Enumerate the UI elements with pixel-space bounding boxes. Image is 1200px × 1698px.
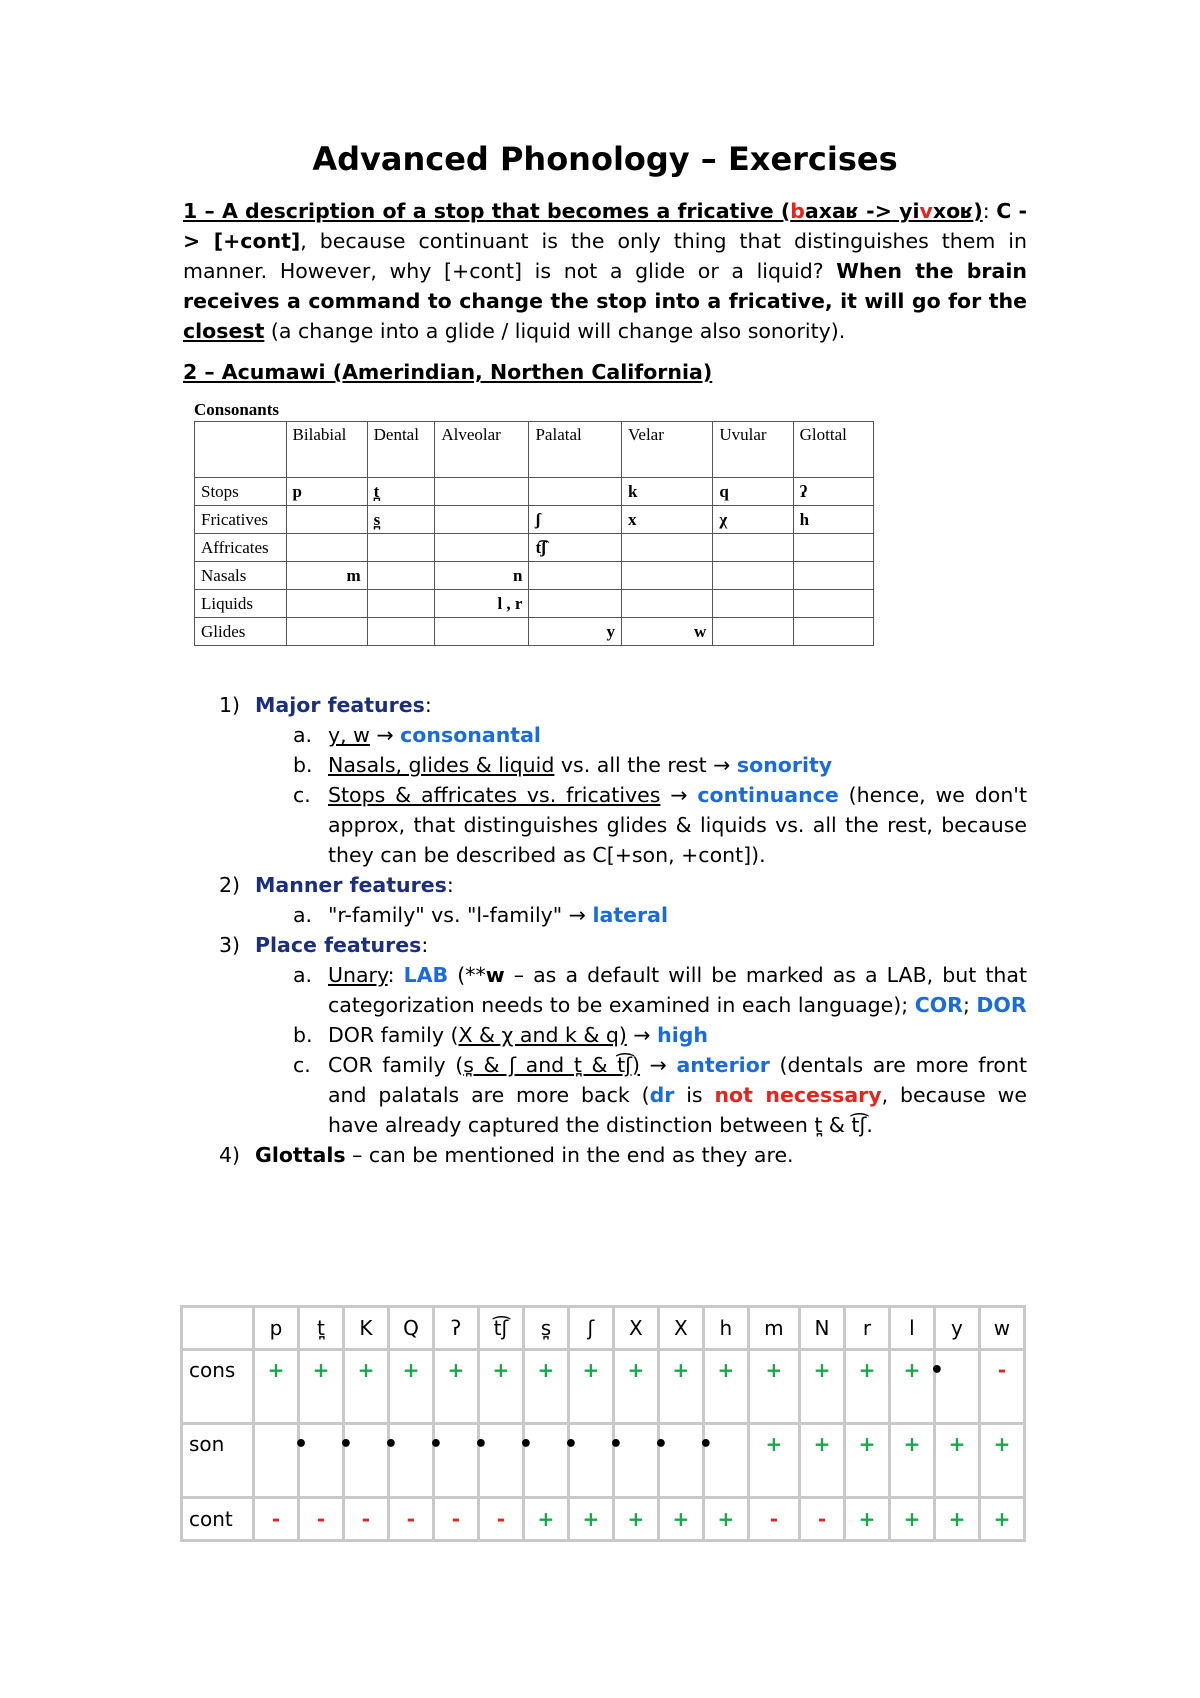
cont-value-cell	[800, 1498, 845, 1541]
son-value-cell	[800, 1424, 845, 1498]
son-value: •	[653, 1432, 668, 1457]
list-item: a. "r-family" vs. "l-family" → lateral	[293, 903, 668, 927]
son-value-cell	[844, 1424, 889, 1498]
col-header: Bilabial	[286, 422, 367, 478]
cons-value-cell	[800, 1350, 845, 1424]
cont-value-cell	[934, 1498, 979, 1541]
cont-value-cell	[254, 1498, 299, 1541]
cons-value-cell	[748, 1350, 799, 1424]
cont-value-cell	[298, 1498, 343, 1541]
segment-cell: Q	[388, 1307, 433, 1350]
rule: C -> [+cont]	[183, 199, 1027, 253]
col-header: Velar	[622, 422, 713, 478]
cont-value-cell	[343, 1498, 388, 1541]
segment-header-row	[182, 1307, 1025, 1350]
cons-value: +	[267, 1358, 285, 1382]
segment-cell: r	[844, 1307, 889, 1350]
cons-value-cell	[929, 1350, 979, 1424]
cont-row	[182, 1498, 1025, 1541]
cons-value-cell	[658, 1350, 703, 1424]
cons-value: +	[858, 1358, 876, 1382]
cont-value-cell	[844, 1498, 889, 1541]
son-value-cell	[889, 1424, 934, 1498]
row-label: Affricates	[195, 534, 287, 562]
cons-value-cell	[844, 1350, 889, 1424]
feature-outline	[183, 690, 1027, 1170]
cons-value: -	[997, 1358, 1007, 1382]
list-item: c. Stops & affricates vs. fricatives → continuance (hence, we don't approx, that distinguishes glides & liquids vs. all the rest, because they can be described as C[+son, +cont]).	[293, 783, 1027, 867]
segment-cell: s̪	[523, 1307, 568, 1350]
son-value-cell	[563, 1424, 613, 1498]
segment-cell: X	[658, 1307, 703, 1350]
cont-value: +	[903, 1507, 921, 1531]
cons-value-cell	[433, 1350, 478, 1424]
cons-value: +	[312, 1358, 330, 1382]
cont-value: -	[451, 1507, 461, 1531]
cont-value: +	[858, 1507, 876, 1531]
son-value-cell	[428, 1424, 478, 1498]
row-label: Glides	[195, 618, 287, 646]
son-value-cell	[254, 1424, 299, 1498]
page-title: Advanced Phonology – Exercises	[312, 140, 898, 178]
son-value: +	[948, 1432, 966, 1456]
col-header: Uvular	[713, 422, 793, 478]
son-value: •	[428, 1432, 443, 1457]
cont-value: -	[817, 1507, 827, 1531]
son-row	[182, 1424, 1025, 1498]
son-value: •	[473, 1432, 488, 1457]
cons-value: +	[765, 1358, 783, 1382]
cons-value: +	[627, 1358, 645, 1382]
list-item: 3) Place features:	[219, 933, 429, 957]
col-header: Glottal	[793, 422, 873, 478]
cons-value-cell	[388, 1350, 433, 1424]
son-value-cell	[653, 1424, 703, 1498]
cons-value: •	[929, 1358, 944, 1383]
cons-value-cell	[478, 1350, 523, 1424]
cont-value: -	[496, 1507, 506, 1531]
son-value-cell	[473, 1424, 523, 1498]
cons-value: +	[582, 1358, 600, 1382]
row-label: Fricatives	[195, 506, 287, 534]
cont-value-cell	[568, 1498, 613, 1541]
son-value-cell	[934, 1424, 979, 1498]
son-value-cell	[698, 1424, 748, 1498]
son-value: +	[765, 1432, 783, 1456]
cons-value-cell	[613, 1350, 658, 1424]
cont-value: -	[769, 1507, 779, 1531]
cons-value: +	[402, 1358, 420, 1382]
son-value: +	[993, 1432, 1011, 1456]
cons-value: +	[447, 1358, 465, 1382]
son-value: +	[858, 1432, 876, 1456]
cons-value-cell	[568, 1350, 613, 1424]
cont-value-cell	[979, 1498, 1024, 1541]
col-header: Palatal	[529, 422, 622, 478]
son-value: •	[698, 1432, 713, 1457]
cons-value: +	[717, 1358, 735, 1382]
cont-value-cell	[889, 1498, 934, 1541]
list-item: 2) Manner features:	[219, 873, 454, 897]
consonant-chart-title: Consonants	[194, 400, 280, 419]
cont-value: +	[582, 1507, 600, 1531]
list-item: b. Nasals, glides & liquid vs. all the rest → sonority	[293, 753, 833, 777]
cons-value-cell	[979, 1350, 1024, 1424]
segment-cell: w	[979, 1307, 1024, 1350]
section-1-paragraph: 1 – A description of a stop that becomes a fricative (baxaʁ -> yivxoʁ): C -> [+cont], because continuant is the only thing that distinguishes them in manner. However, why [+cont] is not a glide or a liquid? When the brain receives a command to change the stop into a fricative, it will go for the closest (a change into a glide / liquid will change also sonority).	[183, 199, 1027, 343]
cons-value-cell	[889, 1350, 934, 1424]
cons-value: +	[357, 1358, 375, 1382]
segment-cell: t̪	[298, 1307, 343, 1350]
cont-value: +	[537, 1507, 555, 1531]
cons-value-cell	[343, 1350, 388, 1424]
segment-cell: ʃ	[568, 1307, 613, 1350]
cons-row	[182, 1350, 1025, 1424]
cont-value: +	[627, 1507, 645, 1531]
cont-value: +	[717, 1507, 735, 1531]
row-label: Liquids	[195, 590, 287, 618]
son-value: +	[903, 1432, 921, 1456]
cons-value-cell	[254, 1350, 299, 1424]
cont-value: +	[948, 1507, 966, 1531]
cons-value: +	[672, 1358, 690, 1382]
son-value-cell	[608, 1424, 658, 1498]
son-value: •	[563, 1432, 578, 1457]
cons-value-cell	[298, 1350, 343, 1424]
list-item: a. Unary: LAB (**w – as a default will be marked as a LAB, but that categorization needs to be examined in each language); COR; DOR	[293, 963, 1027, 1017]
row-label: cons	[182, 1350, 254, 1424]
section-1-heading: 1 – A description of a stop that becomes a fricative (baxaʁ -> yivxoʁ)	[183, 199, 983, 223]
son-value: +	[813, 1432, 831, 1456]
row-label: Stops	[195, 478, 287, 506]
cont-value: -	[271, 1507, 281, 1531]
son-value-cell	[383, 1424, 433, 1498]
consonant-table: Bilabial Dental Alveolar Palatal Velar Uvular Glottal Stops p t̪ k q ʔ Fricatives s̪ ʃ x χ h Affricates t͡ʃ Nasals m n Liquids l , r Glides y w	[194, 421, 874, 646]
list-item: c. COR family (s̪ & ʃ and t̪ & t͡ʃ) → anterior (dentals are more front and palatals are more back (dr is not necessary, because we have already captured the distinction between t̪ & t͡ʃ.	[293, 1053, 1028, 1137]
cont-value-cell	[748, 1498, 799, 1541]
cons-value-cell	[703, 1350, 748, 1424]
son-value-cell	[293, 1424, 343, 1498]
son-value-cell	[748, 1424, 799, 1498]
feature-matrix-table	[180, 1305, 1026, 1542]
list-item: 4) Glottals – can be mentioned in the end as they are.	[219, 1143, 794, 1167]
cont-value-cell	[703, 1498, 748, 1541]
cont-value: -	[406, 1507, 416, 1531]
list-item: b. DOR family (X & χ and k & q) → high	[293, 1023, 708, 1047]
cons-value: +	[903, 1358, 921, 1382]
segment-cell: X	[613, 1307, 658, 1350]
segment-cell: K	[343, 1307, 388, 1350]
cont-value-cell	[613, 1498, 658, 1541]
cont-value: +	[672, 1507, 690, 1531]
cont-value-cell	[478, 1498, 523, 1541]
cont-value: -	[361, 1507, 371, 1531]
cons-value: +	[492, 1358, 510, 1382]
row-label: cont	[182, 1498, 254, 1541]
son-value-cell	[338, 1424, 388, 1498]
son-value: •	[338, 1432, 353, 1457]
cont-value-cell	[523, 1498, 568, 1541]
document-page	[183, 140, 1027, 1170]
cons-value-cell	[523, 1350, 568, 1424]
son-value-cell	[518, 1424, 568, 1498]
row-label: son	[182, 1424, 254, 1498]
segment-cell: N	[800, 1307, 845, 1350]
segment-cell: p	[254, 1307, 299, 1350]
cont-value-cell	[658, 1498, 703, 1541]
son-value: •	[293, 1432, 308, 1457]
son-value: •	[518, 1432, 533, 1457]
cont-value-cell	[433, 1498, 478, 1541]
son-value-cell	[979, 1424, 1024, 1498]
segment-cell: h	[703, 1307, 748, 1350]
son-value: •	[608, 1432, 623, 1457]
segment-cell: m	[748, 1307, 799, 1350]
section-2-heading: 2 – Acumawi (Amerindian, Northen California)	[183, 360, 713, 384]
cont-value: -	[316, 1507, 326, 1531]
cont-value: +	[993, 1507, 1011, 1531]
row-label: Nasals	[195, 562, 287, 590]
segment-cell: t͡ʃ	[478, 1307, 523, 1350]
segment-cell: y	[934, 1307, 979, 1350]
cont-value-cell	[388, 1498, 433, 1541]
col-header: Alveolar	[435, 422, 529, 478]
son-value: •	[383, 1432, 398, 1457]
closest-term: closest	[183, 319, 265, 343]
segment-cell: ʔ	[433, 1307, 478, 1350]
col-header: Dental	[367, 422, 435, 478]
cons-value: +	[537, 1358, 555, 1382]
segment-cell: l	[889, 1307, 934, 1350]
cons-value: +	[813, 1358, 831, 1382]
consonant-chart	[194, 400, 1027, 646]
list-item: a. y, w → consonantal	[293, 723, 541, 747]
list-item: 1) Major features:	[219, 693, 432, 717]
